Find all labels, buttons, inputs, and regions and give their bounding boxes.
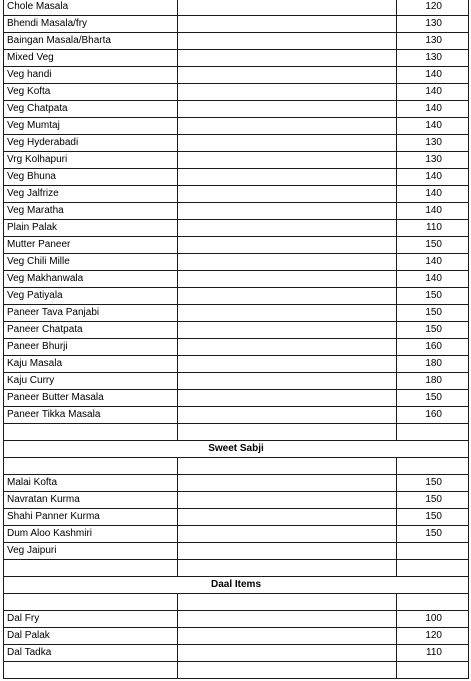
blank-row	[4, 424, 469, 441]
item-spacer-cell	[178, 390, 397, 407]
item-spacer-cell	[178, 16, 397, 33]
blank-cell	[4, 594, 178, 611]
blank-cell	[178, 662, 397, 679]
item-spacer-cell	[178, 475, 397, 492]
item-spacer-cell	[178, 271, 397, 288]
item-name: Veg Mumtaj	[4, 118, 178, 135]
item-price: 150	[397, 475, 469, 492]
menu-item-row	[4, 16, 469, 33]
item-spacer-cell	[178, 492, 397, 509]
blank-cell	[4, 662, 178, 679]
item-name: Veg Chatpata	[4, 101, 178, 118]
menu-item-row	[4, 33, 469, 50]
item-name: Veg Kofta	[4, 84, 178, 101]
item-name: Kaju Masala	[4, 356, 178, 373]
menu-item-row	[4, 152, 469, 169]
item-name: Kaju Curry	[4, 373, 178, 390]
item-name: Paneer Tava Panjabi	[4, 305, 178, 322]
item-spacer-cell	[178, 50, 397, 67]
item-name: Veg Hyderabadi	[4, 135, 178, 152]
blank-cell	[178, 458, 397, 475]
blank-cell	[178, 424, 397, 441]
item-name: Paneer Bhurji	[4, 339, 178, 356]
item-price: 180	[397, 356, 469, 373]
menu-item-row	[4, 271, 469, 288]
item-spacer-cell	[178, 645, 397, 662]
menu-item-row	[4, 254, 469, 271]
item-spacer-cell	[178, 169, 397, 186]
blank-row	[4, 560, 469, 577]
menu-item-row	[4, 407, 469, 424]
item-price: 120	[397, 628, 469, 645]
item-spacer-cell	[178, 509, 397, 526]
menu-item-row	[4, 203, 469, 220]
item-spacer-cell	[178, 152, 397, 169]
item-price: 130	[397, 16, 469, 33]
item-name: Veg Jalfrize	[4, 186, 178, 203]
item-price: 140	[397, 118, 469, 135]
menu-item-row	[4, 373, 469, 390]
menu-item-row	[4, 50, 469, 67]
item-spacer-cell	[178, 288, 397, 305]
item-name: Dal Palak	[4, 628, 178, 645]
item-price: 150	[397, 526, 469, 543]
item-name: Malai Kofta	[4, 475, 178, 492]
item-spacer-cell	[178, 356, 397, 373]
menu-item-row	[4, 390, 469, 407]
item-name: Chole Masala	[4, 0, 178, 16]
item-spacer-cell	[178, 526, 397, 543]
blank-cell	[397, 424, 469, 441]
item-price: 140	[397, 271, 469, 288]
blank-cell	[4, 424, 178, 441]
item-name: Mixed Veg	[4, 50, 178, 67]
item-price: 140	[397, 169, 469, 186]
item-price: 150	[397, 390, 469, 407]
item-name: Mutter Paneer	[4, 237, 178, 254]
menu-item-row	[4, 611, 469, 628]
item-price: 140	[397, 254, 469, 271]
item-price: 150	[397, 492, 469, 509]
item-spacer-cell	[178, 84, 397, 101]
menu-item-row	[4, 356, 469, 373]
menu-item-row	[4, 220, 469, 237]
item-price: 150	[397, 322, 469, 339]
item-spacer-cell	[178, 101, 397, 118]
menu-item-row	[4, 186, 469, 203]
blank-cell	[4, 560, 178, 577]
item-name: Veg Patiyala	[4, 288, 178, 305]
section-heading-row	[4, 441, 469, 458]
section-heading: Sweet Sabji	[4, 441, 469, 458]
item-name: Dal Tadka	[4, 645, 178, 662]
menu-item-row	[4, 645, 469, 662]
item-price: 130	[397, 152, 469, 169]
item-name: Veg Jaipuri	[4, 543, 178, 560]
item-spacer-cell	[178, 373, 397, 390]
item-name: Bhendi Masala/fry	[4, 16, 178, 33]
item-name: Vrg Kolhapuri	[4, 152, 178, 169]
menu-item-row	[4, 526, 469, 543]
blank-cell	[397, 458, 469, 475]
item-spacer-cell	[178, 67, 397, 84]
blank-row	[4, 662, 469, 679]
menu-item-row	[4, 84, 469, 101]
item-price: 100	[397, 611, 469, 628]
menu-item-row	[4, 339, 469, 356]
item-spacer-cell	[178, 220, 397, 237]
menu-item-row	[4, 0, 469, 16]
blank-row	[4, 458, 469, 475]
item-spacer-cell	[178, 254, 397, 271]
item-price: 150	[397, 237, 469, 254]
item-price: 130	[397, 33, 469, 50]
item-spacer-cell	[178, 322, 397, 339]
menu-item-row	[4, 67, 469, 84]
item-name: Paneer Butter Masala	[4, 390, 178, 407]
item-spacer-cell	[178, 543, 397, 560]
menu-item-row	[4, 543, 469, 560]
item-spacer-cell	[178, 407, 397, 424]
item-name: Dum Aloo Kashmiri	[4, 526, 178, 543]
section-heading: Daal Items	[4, 577, 469, 594]
item-name: Veg Maratha	[4, 203, 178, 220]
item-price: 140	[397, 67, 469, 84]
menu-item-row	[4, 492, 469, 509]
menu-item-row	[4, 118, 469, 135]
item-price: 180	[397, 373, 469, 390]
item-name: Plain Palak	[4, 220, 178, 237]
menu-item-row	[4, 288, 469, 305]
item-name: Paneer Chatpata	[4, 322, 178, 339]
item-spacer-cell	[178, 237, 397, 254]
item-spacer-cell	[178, 305, 397, 322]
item-price: 160	[397, 339, 469, 356]
item-name: Baingan Masala/Bharta	[4, 33, 178, 50]
item-spacer-cell	[178, 186, 397, 203]
item-price: 150	[397, 305, 469, 322]
item-name: Shahi Panner Kurma	[4, 509, 178, 526]
menu-item-row	[4, 237, 469, 254]
item-spacer-cell	[178, 0, 397, 16]
item-name: Veg Makhanwala	[4, 271, 178, 288]
item-spacer-cell	[178, 628, 397, 645]
menu-item-row	[4, 101, 469, 118]
blank-cell	[178, 560, 397, 577]
item-spacer-cell	[178, 339, 397, 356]
item-spacer-cell	[178, 611, 397, 628]
item-price: 140	[397, 203, 469, 220]
item-price: 130	[397, 135, 469, 152]
item-price: 110	[397, 645, 469, 662]
item-name: Navratan Kurma	[4, 492, 178, 509]
blank-cell	[178, 594, 397, 611]
item-spacer-cell	[178, 33, 397, 50]
item-spacer-cell	[178, 135, 397, 152]
menu-table	[3, 0, 469, 679]
blank-cell	[397, 662, 469, 679]
item-spacer-cell	[178, 203, 397, 220]
item-price: 160	[397, 407, 469, 424]
item-price: 140	[397, 84, 469, 101]
item-name: Dal Fry	[4, 611, 178, 628]
blank-cell	[397, 594, 469, 611]
item-name: Veg handi	[4, 67, 178, 84]
item-name: Paneer Tikka Masala	[4, 407, 178, 424]
section-heading-row	[4, 577, 469, 594]
item-price: 150	[397, 509, 469, 526]
menu-item-row	[4, 322, 469, 339]
item-price: 140	[397, 186, 469, 203]
menu-item-row	[4, 305, 469, 322]
item-price: 150	[397, 288, 469, 305]
item-price: 140	[397, 101, 469, 118]
item-price	[397, 543, 469, 560]
menu-item-row	[4, 135, 469, 152]
menu-item-row	[4, 475, 469, 492]
item-price: 120	[397, 0, 469, 16]
item-name: Veg Chili Mille	[4, 254, 178, 271]
item-price: 110	[397, 220, 469, 237]
menu-item-row	[4, 169, 469, 186]
blank-cell	[397, 560, 469, 577]
item-name: Veg Bhuna	[4, 169, 178, 186]
menu-table-body	[4, 0, 469, 679]
menu-item-row	[4, 628, 469, 645]
item-price: 130	[397, 50, 469, 67]
blank-cell	[4, 458, 178, 475]
item-spacer-cell	[178, 118, 397, 135]
blank-row	[4, 594, 469, 611]
menu-item-row	[4, 509, 469, 526]
